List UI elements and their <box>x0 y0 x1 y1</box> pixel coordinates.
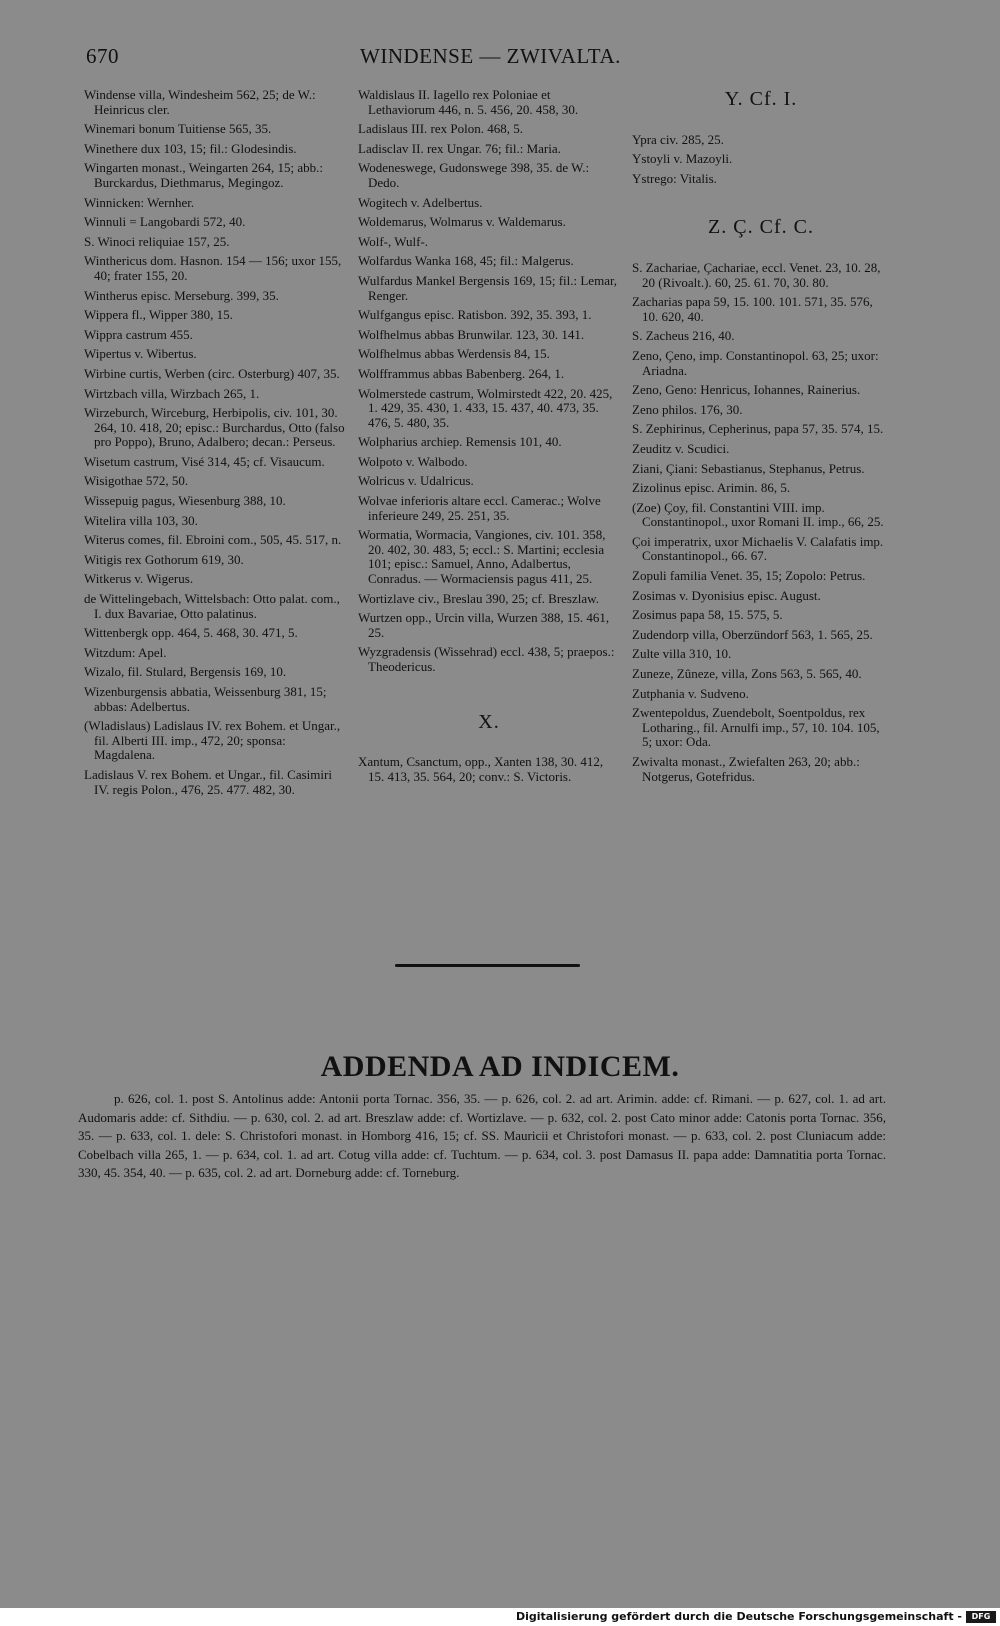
index-entry: S. Zacheus 216, 40. <box>632 328 735 344</box>
index-entry: Witelira villa 103, 30. <box>84 512 198 528</box>
index-column-3 <box>632 88 890 789</box>
index-entry: Ladisclav II. rex Ungar. 76; fil.: Maria. <box>358 140 561 156</box>
index-entry: Wolpoto v. Walbodo. <box>358 453 468 469</box>
index-entry: Witigis rex Gothorum 619, 30. <box>84 551 244 567</box>
index-entry: Witzdum: Apel. <box>84 644 167 660</box>
index-entry: Wolf-, Wulf-. <box>358 233 429 249</box>
index-entry: Wissepuig pagus, Wiesenburg 388, 10. <box>84 493 286 509</box>
index-entry: Windense villa, Windesheim 562, 25; de W.: Heinricus cler. <box>84 87 316 117</box>
index-entry: Zwentepoldus, Zuendebolt, Soentpoldus, rex Lotharing., fil. Arnulfi imp., 57, 10. 104. 105, 5; uxor: Oda. <box>632 705 880 750</box>
index-entry: Xantum, Csanctum, opp., Xanten 138, 30. 412, 15. 413, 35. 564, 20; conv.: S. Victoris. <box>358 754 604 784</box>
index-entry: Wirbine curtis, Werben (circ. Osterburg) 407, 35. <box>84 365 340 381</box>
index-entry: Zuneze, Zûneze, villa, Zons 563, 5. 565, 40. <box>632 666 862 682</box>
index-entry: Winemari bonum Tuitiense 565, 35. <box>84 121 272 137</box>
index-entry: Witkerus v. Wigerus. <box>84 571 194 587</box>
index-column-1 <box>84 88 346 802</box>
index-entry: Wirzeburch, Wirceburg, Herbipolis, civ. 101, 30. 264, 10. 418, 20; episc.: Burchardus, Otto (falso pro Poppo), Bruno, Adalbero; decan.: Perseus. <box>84 405 345 450</box>
index-entry: Zeno, Çeno, imp. Constantinopol. 63, 25; uxor: Ariadna. <box>632 347 879 378</box>
index-entry: Zeno, Geno: Henricus, Iohannes, Rainerius. <box>632 382 861 398</box>
index-entry: Wippera fl., Wipper 380, 15. <box>84 307 233 323</box>
index-entry: Ypra civ. 285, 25. <box>632 131 724 147</box>
page-number: 670 <box>86 44 119 68</box>
index-entry: Wulfardus Mankel Bergensis 169, 15; fil.: Lemar, Renger. <box>358 272 618 303</box>
footer-credit: Digitalisierung gefördert durch die Deutsche Forschungsgemeinschaft - <box>515 1610 962 1623</box>
index-entry: Ladislaus III. rex Polon. 468, 5. <box>358 121 524 137</box>
section-divider <box>395 964 580 967</box>
index-entry: Wizalo, fil. Stulard, Bergensis 169, 10. <box>84 664 287 680</box>
index-entry: Ladislaus V. rex Bohem. et Ungar., fil. Casimiri IV. regis Polon., 476, 25. 477. 482, 30. <box>84 766 332 797</box>
index-entry: Wortizlave civ., Breslau 390, 25; cf. Breszlaw. <box>358 590 599 606</box>
index-entry: Winthericus dom. Hasnon. 154 — 156; uxor 155, 40; frater 155, 20. <box>84 253 342 283</box>
index-entry: Ystoyli v. Mazoyli. <box>632 151 733 167</box>
index-entry: Wolfframmus abbas Babenberg. 264, 1. <box>358 365 565 381</box>
index-entry: Ziani, Çiani: Sebastianus, Stephanus, Petrus. <box>632 460 865 476</box>
running-title: WINDENSE — ZWIVALTA. <box>360 44 621 68</box>
index-entry: Wintherus episc. Merseburg. 399, 35. <box>84 287 279 303</box>
index-entry: Zeno philos. 176, 30. <box>632 401 743 417</box>
index-entry: Wodeneswege, Gudonswege 398, 35. de W.: Dedo. <box>358 160 590 190</box>
index-entry: Zizolinus episc. Arimin. 86, 5. <box>632 480 791 496</box>
index-entry: Wittenbergk opp. 464, 5. 468, 30. 471, 5. <box>84 625 298 641</box>
index-entry: Winethere dux 103, 15; fil.: Glodesindis. <box>84 140 297 156</box>
index-entry: Zosimas v. Dyonisius episc. August. <box>632 587 821 603</box>
index-entry: Çoi imperatrix, uxor Michaelis V. Calafatis imp. Constantinopol., 66. 67. <box>632 533 884 564</box>
index-entry: Zulte villa 310, 10. <box>632 646 732 662</box>
addenda-text: p. 626, col. 1. post S. Antolinus adde: Antonii porta Tornac. 356, 35. — p. 626, col. 2. ad art. Arimin. adde: cf. Rimani. — p. 627, col. 1. ad art. Audomaris adde: cf. Sithdiu. — p. 630, col. 2. ad art. Breszlaw adde: cf. Wortizlave. — p. 632, col. 2. post Cato minor adde: Catonis porta Tornac. 356, 35. — p. 633, col. 1. dele: S. Christofori monast. in Homborg 416, 15; cf. SS. Mauricii et Christofori monast. — p. 633, col. 2. post Cluniacum adde: Cobelbach villa 265, 1. — p. 634, col. 1. ad art. Cotug villa adde: cf. Tuchtum. — p. 634, col. 3. post Damasus II. papa adde: Damnatitia porta Tornac. 330, 45. 354, 40. — p. 635, col. 2. ad art. Dorneburg adde: cf. Torneburg. <box>78 1091 886 1180</box>
index-entry: Wisetum castrum, Visé 314, 45; cf. Visaucum. <box>84 453 325 469</box>
index-entry: S. Zephirinus, Cepherinus, papa 57, 35. 574, 15. <box>632 421 884 437</box>
index-entry: Zeuditz v. Scudici. <box>632 440 730 456</box>
index-entry: Winnuli = Langobardi 572, 40. <box>84 214 246 230</box>
section-heading-y: Y. Cf. I. <box>724 88 798 110</box>
section-heading-z: Z. Ç. Cf. C. <box>708 216 814 239</box>
index-entry: Waldislaus II. Iagello rex Poloniae et Lethaviorum 446, n. 5. 456, 20. 458, 30. <box>358 87 579 117</box>
index-entry: S. Winoci reliquiae 157, 25. <box>84 233 230 249</box>
index-entry: Wolfhelmus abbas Werdensis 84, 15. <box>358 346 550 362</box>
index-entry: Wurtzen opp., Urcin villa, Wurzen 388, 15. 461, 25. <box>358 610 610 640</box>
index-entry: Zopuli familia Venet. 35, 15; Zopolo: Petrus. <box>632 568 866 584</box>
index-entry: Zudendorp villa, Oberzündorf 563, 1. 565, 25. <box>632 626 873 642</box>
index-entry: Ystrego: Vitalis. <box>632 170 717 186</box>
index-entry: Witerus comes, fil. Ebroini com., 505, 45. 517, n. <box>84 532 342 548</box>
index-entry: Woldemarus, Wolmarus v. Waldemarus. <box>358 214 566 230</box>
index-entry: de Wittelingebach, Wittelsbach: Otto palat. com., I. dux Bavariae, Otto palatinus. <box>84 591 340 621</box>
index-entry: Wizenburgensis abbatia, Weissenburg 381, 15; abbas: Adelbertus. <box>84 684 327 714</box>
index-entry: Wirtzbach villa, Wirzbach 265, 1. <box>84 385 260 401</box>
index-entry: Zutphania v. Sudveno. <box>632 685 749 701</box>
section-heading-x: X. <box>478 710 500 733</box>
index-entry: Wipertus v. Wibertus. <box>84 346 197 362</box>
index-entry: Wingarten monast., Weingarten 264, 15; abb.: Burckardus, Diethmarus, Megingoz. <box>84 160 323 190</box>
index-entry: Winnicken: Wernher. <box>84 194 195 210</box>
index-entry: Wippra castrum 455. <box>84 326 193 342</box>
index-entry: Wolpharius archiep. Remensis 101, 40. <box>358 434 562 450</box>
index-entry: Zosimus papa 58, 15. 575, 5. <box>632 607 783 623</box>
index-entry: Wulfgangus episc. Ratisbon. 392, 35. 393, 1. <box>358 307 592 323</box>
index-column-2 <box>358 88 620 789</box>
index-entry: Zacharias papa 59, 15. 100. 101. 571, 35. 576, 10. 620, 40. <box>632 294 873 324</box>
index-entry: (Zoe) Çoy, fil. Constantini VIII. imp. Constantinopol., uxor Romani II. imp., 66, 25. <box>632 499 884 530</box>
index-entry: Zwivalta monast., Zwiefalten 263, 20; abb.: Notgerus, Gotefridus. <box>632 754 860 784</box>
addenda-title: ADDENDA AD INDICEM. <box>320 1050 680 1083</box>
index-entry: Wolfhelmus abbas Brunwilar. 123, 30. 141. <box>358 326 585 342</box>
index-entry: (Wladislaus) Ladislaus IV. rex Bohem. et Ungar., fil. Alberti III. imp., 472, 20; sponsa: Magdalena. <box>84 718 341 763</box>
footer-bar <box>0 1608 1000 1626</box>
index-entry: Wolvae inferioris altare eccl. Camerac.; Wolve inferieure 249, 25. 251, 35. <box>358 493 601 523</box>
index-entry: Wormatia, Wormacia, Vangiones, civ. 101. 358, 20. 402, 30. 483, 5; eccl.: S. Martini; ecclesia 101; episc.: Samuel, Anno, Adalbertus, Conradus. — Wormaciensis pagus 411, 25. <box>358 527 606 587</box>
index-entry: Wolfardus Wanka 168, 45; fil.: Malgerus. <box>358 253 574 269</box>
dfg-logo: DFG <box>966 1611 996 1623</box>
index-entry: Wyzgradensis (Wissehrad) eccl. 438, 5; praepos.: Theodericus. <box>358 644 615 674</box>
index-entry: Wogitech v. Adelbertus. <box>358 194 483 210</box>
index-entry: Wolricus v. Udalricus. <box>358 473 474 489</box>
index-entry: Wolmerstede castrum, Wolmirstedt 422, 20. 425, 1. 429, 35. 430, 1. 433, 15. 437, 40. 473, 35. 476, 5. 480, 35. <box>358 385 613 430</box>
index-entry: Wisigothae 572, 50. <box>84 473 189 489</box>
index-entry: S. Zachariae, Çachariae, eccl. Venet. 23, 10. 28, 20 (Rivoalt.). 60, 25. 61. 70, 30. 80. <box>632 259 881 290</box>
